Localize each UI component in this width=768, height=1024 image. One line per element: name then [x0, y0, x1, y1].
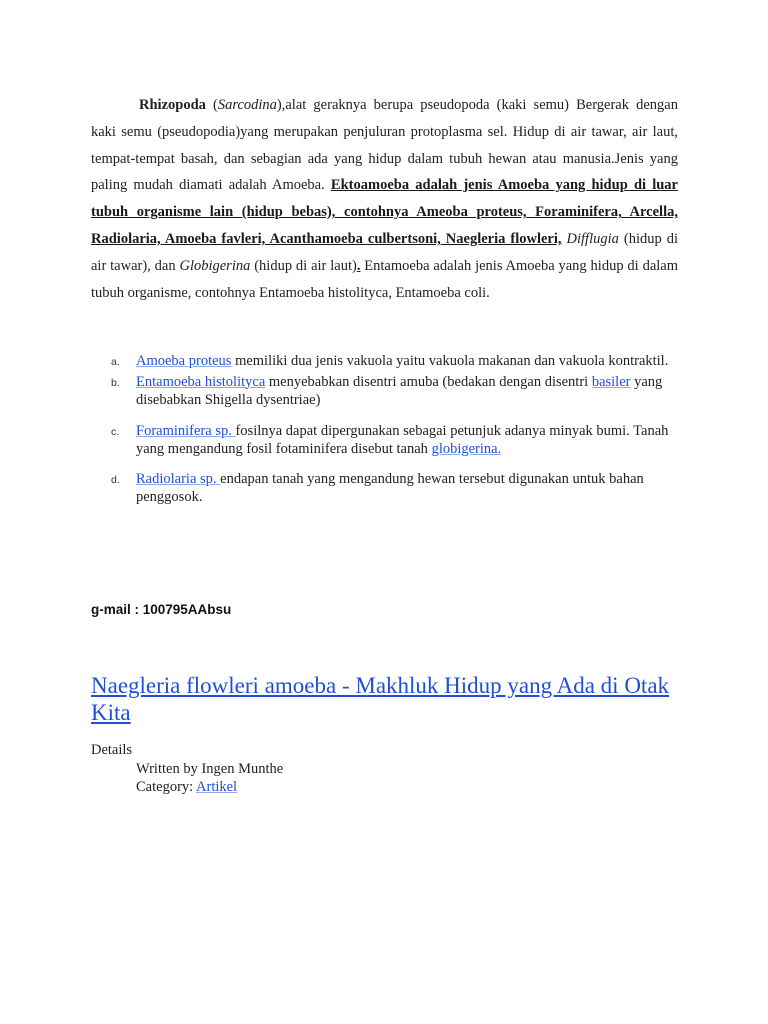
link-foraminifera[interactable]: Foraminifera sp. — [136, 422, 236, 439]
link-radiolaria[interactable]: Radiolaria sp. — [136, 470, 221, 487]
list-text: menyebabkan disentri amuba (bedakan dengan disentri — [265, 373, 592, 390]
list-marker: c. — [111, 425, 120, 438]
link-basiler[interactable]: basiler — [591, 373, 631, 390]
text-span: Entamoeba adalah jenis Amoeba yang hidup di dalam tubuh organisme, contohnya Entamoeba histolityca, Entamoeba coli. — [91, 257, 678, 301]
details-label: Details — [91, 742, 133, 758]
written-by: Written by Ingen Munthe — [136, 760, 284, 777]
text-span: (hidup di air laut) — [250, 257, 357, 274]
link-globigerina[interactable]: globigerina. — [431, 441, 502, 457]
link-amoeba-proteus[interactable]: Amoeba proteus — [136, 353, 232, 369]
list-item — [111, 373, 671, 410]
list-text: fosilnya dapat dipergunakan sebagai petunjuk adanya minyak bumi. Tanah yang mengandung fosil fotaminifera disebut tanah — [136, 422, 669, 457]
article-details — [91, 741, 283, 797]
text-span: ),alat geraknya berupa pseudopoda (kaki semu) Bergerak dengan kaki semu (pseudopodia)yang merupakan penjuluran protoplasma sel. Hidup di air tawar, air laut, tempat-tempat basah, dan sebagian ada yang hidup dalam tubuh hewan atau manusia.Jenis yang paling mudah diamati adalah Amoeba. — [91, 97, 678, 194]
rhizopoda-paragraph — [91, 92, 678, 306]
list-marker: b. — [111, 376, 120, 389]
ektoamoeba-statement: Ektoamoeba adalah jenis Amoeba yang hidup di luar tubuh organisme lain (hidup bebas), contohnya Ameoba proteus, Foraminifera, Arcella, Radiolaria, Amoeba favleri, Acanthamoeba culbertsoni, Naegleria flowleri, — [91, 177, 678, 247]
text-span: (hidup di air tawar), dan — [91, 230, 679, 274]
list-marker: d. — [111, 473, 120, 486]
term-globigerina: Globigerina — [179, 257, 251, 274]
category-row — [91, 778, 283, 797]
category-label: Category: — [136, 779, 197, 795]
list-item — [111, 352, 671, 371]
link-entamoeba-histolityca[interactable]: Entamoeba histolityca — [136, 373, 266, 390]
article-title-link[interactable]: Naegleria flowleri amoeba - Makhluk Hidup yang Ada di Otak Kita — [91, 673, 670, 725]
list-text: memiliki dua jenis vakuola yaitu vakuola makanan dan vakuola kontraktil. — [231, 353, 669, 369]
text-span: . — [356, 257, 361, 274]
list-item — [111, 470, 671, 507]
list-marker: a. — [111, 356, 120, 368]
list-text: yang disebabkan Shigella dysentriae) — [136, 373, 663, 408]
gmail-line: g-mail : 100795AAbsu — [91, 602, 232, 617]
examples-list — [111, 352, 671, 507]
term-sarcodina: Sarcodina — [217, 97, 277, 113]
term-rhizopoda: Rhizopoda — [139, 97, 206, 113]
article-title — [91, 672, 691, 726]
text-span: ( — [205, 97, 218, 113]
list-item — [111, 422, 671, 459]
term-difflugia: Difflugia — [566, 230, 619, 247]
list-text: endapan tanah yang mengandung hewan tersebut digunakan untuk bahan penggosok. — [136, 470, 644, 505]
category-link[interactable]: Artikel — [196, 779, 238, 795]
